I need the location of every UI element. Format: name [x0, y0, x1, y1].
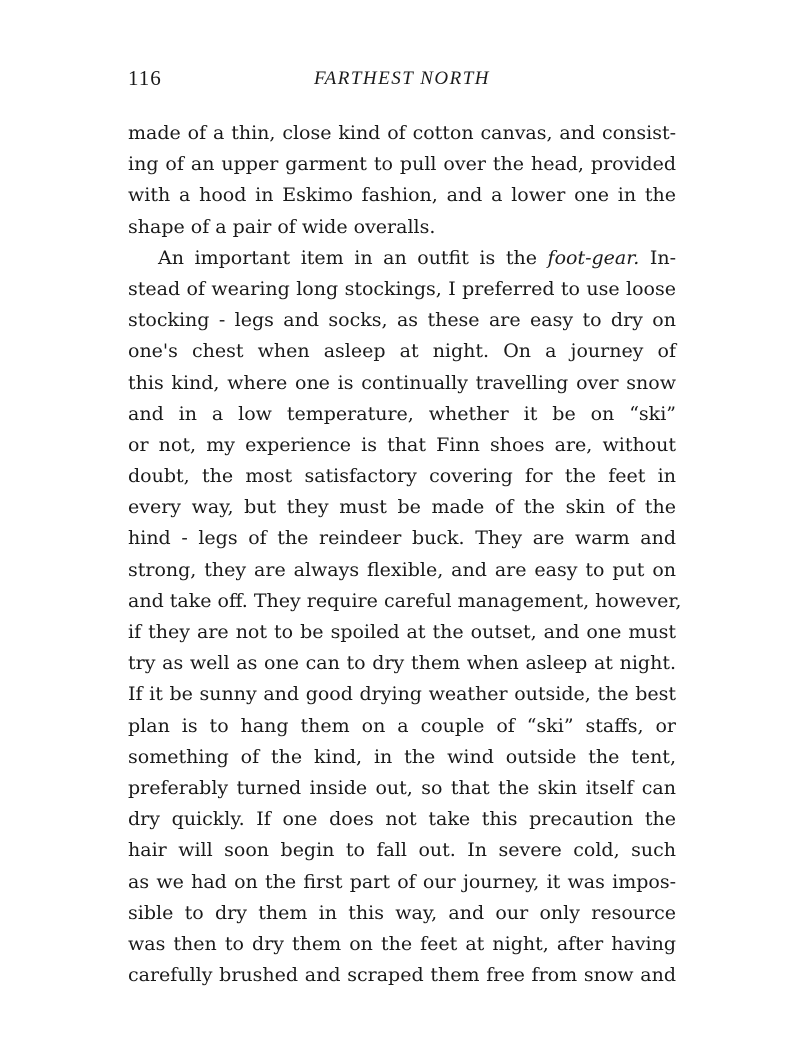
text-line: made of a thin, close kind of cotton canvas, and consist-	[128, 122, 676, 144]
text-line: shape of a pair of wide overalls.	[128, 215, 436, 238]
text-line: strong, they are always flexible, and are easy to put on	[128, 558, 676, 581]
text-line: dry quickly. If one does not take this precaution the	[128, 808, 676, 831]
text-line: stead of wearing long stockings, I preferred to use loose	[128, 277, 676, 300]
text-line: stocking - legs and socks, as these are easy to dry on	[128, 309, 676, 332]
text-line: sible to dry them in this way, and our only resource	[128, 901, 676, 924]
page-number: 116	[128, 66, 162, 90]
text-line: one's chest when asleep at night. On a journey of	[128, 340, 676, 363]
text-fragment: In-	[649, 246, 677, 269]
emphasis-foot-gear: foot-gear.	[547, 246, 640, 269]
text-line-with-emphasis	[128, 243, 676, 274]
text-line: ing of an upper garment to pull over the head, provided	[128, 153, 676, 176]
text-fragment: An important item in an outfit is the	[158, 246, 537, 269]
text-line: something of the kind, in the wind outside the tent,	[128, 745, 676, 768]
text-line: with a hood in Eskimo fashion, and a lower one in the	[128, 184, 676, 207]
text-line: and take off. They require careful management, however,	[128, 589, 682, 612]
text-line: was then to dry them on the feet at night, after having	[128, 932, 676, 955]
text-line: doubt, the most satisfactory covering for the feet in	[128, 465, 676, 488]
text-line: or not, my experience is that Finn shoes are, without	[128, 433, 676, 456]
text-line: plan is to hang them on a couple of “ski” staffs, or	[128, 714, 676, 737]
text-line: as we had on the first part of our journey, it was impos-	[128, 870, 676, 893]
text-line: every way, but they must be made of the skin of the	[128, 496, 676, 519]
text-line: and in a low temperature, whether it be on “ski”	[128, 402, 676, 425]
text-line: preferably turned inside out, so that the skin itself can	[128, 776, 676, 799]
text-line: hind - legs of the reindeer buck. They are warm and	[128, 527, 676, 550]
body-text	[128, 118, 682, 991]
running-head: FARTHEST NORTH	[313, 68, 491, 89]
text-line: if they are not to be spoiled at the outset, and one must	[128, 621, 676, 643]
text-line: If it be sunny and good drying weather outside, the best	[128, 683, 676, 706]
page-header	[128, 66, 676, 100]
text-line: hair will soon begin to fall out. In severe cold, such	[128, 839, 676, 862]
text-line: carefully brushed and scraped them free from snow and	[128, 964, 676, 987]
text-line: try as well as one can to dry them when asleep at night.	[128, 652, 676, 675]
text-line: this kind, where one is continually travelling over snow	[128, 371, 676, 394]
